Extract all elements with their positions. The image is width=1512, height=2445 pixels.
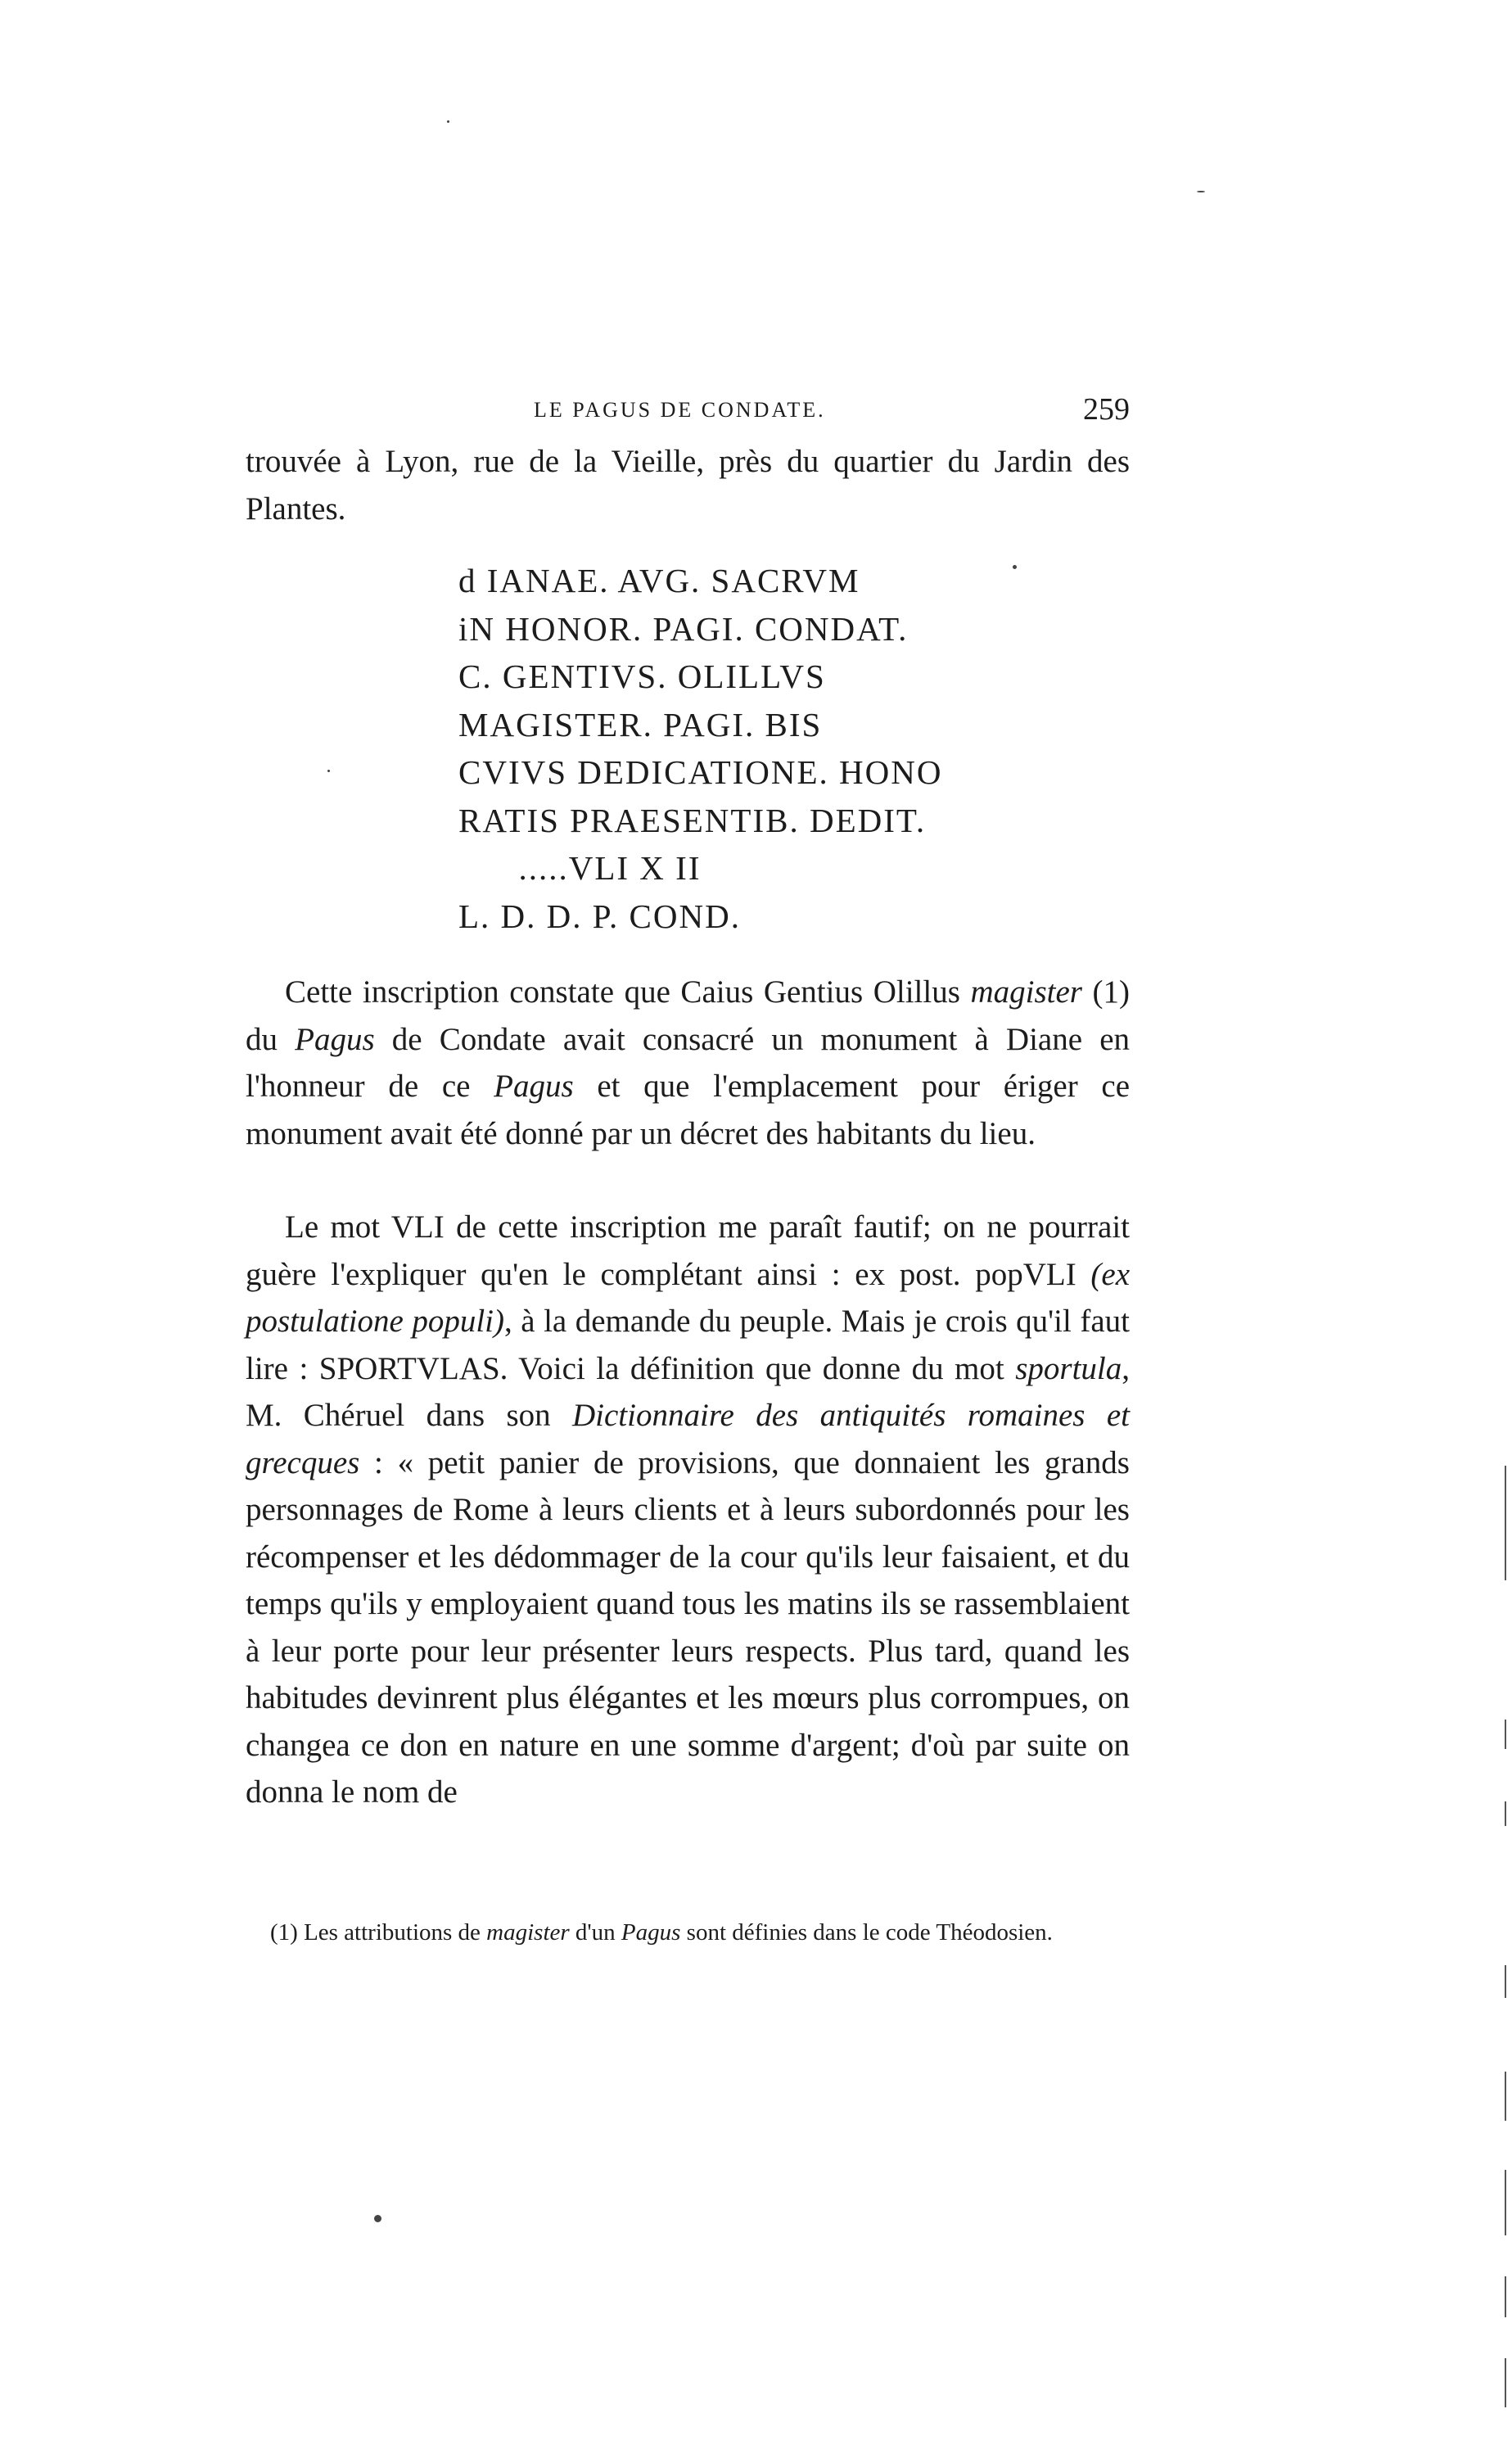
margin-mark: [1505, 2072, 1506, 2121]
running-head: LE PAGUS DE CONDATE.: [534, 398, 826, 422]
italic-title: Dictionnaire des antiquités romaines et grecques: [246, 1398, 1130, 1480]
text-run: : « petit panier de provisions, que donnaient les grands personnages de Rome à leurs clients et à leurs subordonnés pour les récompenser et les dédommager de la cour qu'ils leur faisaient, et du temps qu'ils y employaient quand tous les matins ils se rassemblaient à leur porte pour leur présenter leurs respects. Plus tard, quand les habitudes devinrent plus élégantes et les mœurs plus corrompues, on changea ce don en nature en une somme d'argent; d'où par suite on donna le nom de: [246, 1444, 1130, 1810]
text-run: , M. Chéruel dans son: [246, 1350, 1130, 1433]
paragraph-commentary: [246, 969, 1130, 1157]
text-run: d'un: [569, 1919, 621, 1946]
inscription-line: L. D. D. P. COND.: [458, 897, 741, 935]
text-run: Cette inscription constate que Caius Gentius Olillus: [285, 974, 971, 1010]
inscription-line: .....VLI X II: [458, 849, 702, 887]
inscription-line: CVIVS DEDICATIONE. HONO: [458, 753, 943, 791]
italic-term: Pagus: [494, 1069, 574, 1104]
speck: [374, 2215, 381, 2222]
margin-mark: [1505, 2358, 1506, 2407]
speck: [1197, 191, 1205, 192]
inscription-line: MAGISTER. PAGI. BIS: [458, 705, 823, 743]
paragraph-sportula: [246, 1204, 1130, 1816]
footnote: [246, 1916, 1130, 1950]
margin-mark: [1505, 1466, 1506, 1580]
text-run: Le mot VLI de cette inscription me paraît fautif; on ne pourrait guère l'expliquer qu'en le complétant ainsi : ex post. popVLI: [246, 1209, 1130, 1292]
margin-mark: [1505, 1965, 1506, 1998]
italic-term: Pagus: [621, 1919, 681, 1946]
italic-term: Pagus: [295, 1021, 375, 1057]
margin-mark: [1505, 2170, 1506, 2235]
inscription-line: d IANAE. AVG. SACRVM: [458, 562, 860, 599]
italic-term: magister: [970, 974, 1082, 1010]
inscription-line: C. GENTIVS. OLILLVS: [458, 658, 826, 695]
margin-mark: [1505, 2276, 1506, 2317]
text-run: de Condate avait consacré un monument à Diane en l'honneur de ce: [246, 1021, 1131, 1104]
speck: [447, 120, 449, 123]
inscription-line: RATIS PRAESENTIB. DEDIT.: [458, 801, 927, 839]
inscription-line: iN HONOR. PAGI. CONDAT.: [458, 609, 909, 648]
text-run: et que l'emplacement pour ériger ce monument avait été donné par un décret des habitants du lieu.: [246, 1069, 1131, 1151]
text-run: (1) Les attributions de: [270, 1919, 487, 1946]
text-run: sont définies dans le code Théodosien.: [680, 1919, 1053, 1946]
latin-inscription: [458, 557, 950, 940]
speck: [1013, 565, 1017, 569]
page-number: 259: [1083, 392, 1130, 427]
margin-mark: [1505, 1720, 1506, 1749]
text-run: (1) du: [246, 974, 1130, 1057]
italic-term: (ex postulatione populi): [246, 1256, 1130, 1339]
page-header: [246, 391, 1130, 441]
intro-text: trouvée à Lyon, rue de la Vieille, près du quartier du Jardin des Plantes.: [246, 444, 1130, 527]
italic-term: sportula: [1015, 1350, 1122, 1386]
italic-term: magister: [486, 1919, 570, 1946]
speck: [327, 770, 330, 772]
text-run: , à la demande du peuple. Mais je crois qu'il faut lire : SPORTVLAS. Voici la définition que donne du mot: [246, 1304, 1130, 1386]
margin-mark: [1505, 1801, 1506, 1826]
